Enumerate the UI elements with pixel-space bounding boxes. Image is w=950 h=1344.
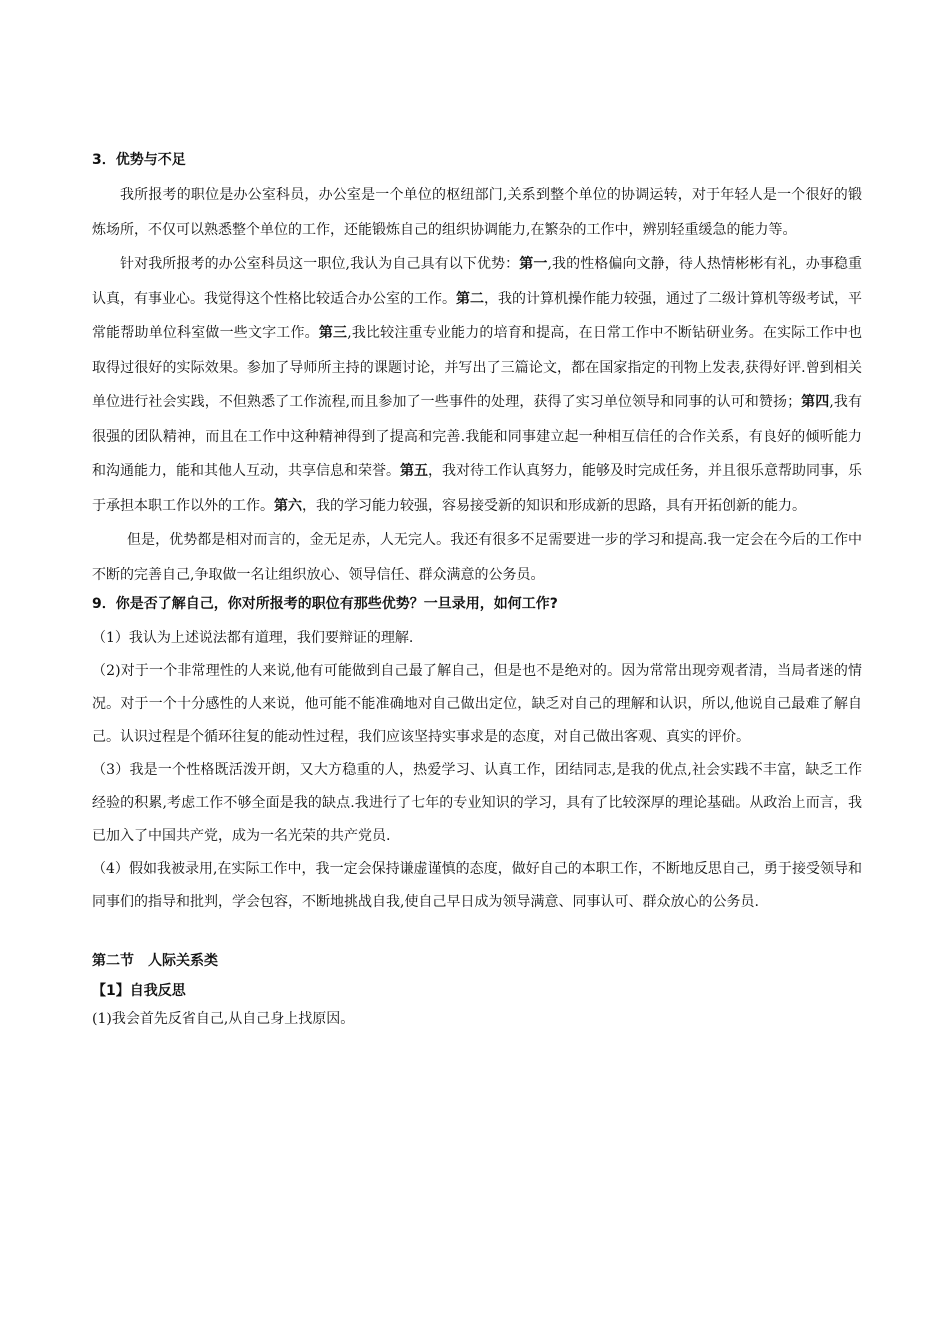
- keyword: 第二: [456, 290, 484, 307]
- spacer: [92, 919, 862, 949]
- text-run: ,我的性格偏向文静，待人热情彬彬有礼，办事稳重认真，有事业心。我觉得这个性格比较适合办公室的工作。: [92, 256, 863, 307]
- advantages-paragraph: [92, 247, 862, 523]
- keyword: 第四: [801, 394, 830, 410]
- answer-item: （3）我是一个性格既活泼开朗，又大方稳重的人，热爱学习、认真工作，团结同志,是我的优点,社会实践不丰富，缺乏工作经验的积累,考虑工作不够全面是我的缺点.我进行了七年的专业知识的学习，具有了比较深厚的理论基础。从政治上而言，我已加入了中国共产党，成为一名光荣的共产党员.: [92, 762, 862, 844]
- keyword: 第一: [519, 256, 548, 272]
- paragraph: 我所报考的职位是办公室科员，办公室是一个单位的枢纽部门,关系到整个单位的协调运转，对于年轻人是一个很好的锻炼场所，不仅可以熟悉整个单位的工作，还能锻炼自己的组织协调能力,在繁杂的工作中，辨别轻重缓急的能力等。: [92, 187, 862, 238]
- text-run: ,我比较注重专业能力的培育和提高，在日常工作中不断钻研业务。在实际工作中也取得过很好的实际效果。参加了导师所主持的课题讨论，并写出了三篇论文，都在国家指定的刊物上发表,获得好评.曾到相关单位进行社会实践，不但熟悉了工作流程,而且参加了一些事件的处理，获得了实习单位领导和同事的认可和赞扬；: [92, 325, 863, 410]
- answer-item: （2)对于一个非常理性的人来说,他有可能做到自己最了解自己，但是也不是绝对的。因为常常出现旁观者清，当局者迷的情况。对于一个十分感性的人来说，他可能不能准确地对自己做出定位，缺乏对自己的理解和认识，所以,他说自己最难了解自己。认识过程是个循环往复的能动性过程，我们应该坚持实事求是的态度，对自己做出客观、真实的评价。: [92, 663, 862, 745]
- sub-heading: 【1】自我反思: [92, 983, 186, 999]
- answer-item: （1）我认为上述说法都有道理，我们要辩证的理解.: [92, 630, 414, 646]
- section-heading: 3．优势与不足: [92, 152, 186, 168]
- chapter-heading: 第二节 人际关系类: [92, 953, 218, 969]
- paragraph: (1)我会首先反省自己,从自己身上找原因。: [92, 1011, 355, 1027]
- text-run: ，我对待工作认真努力，能够及时完成任务，并且很乐意帮助同事，乐于承担本职工作以外的工作。: [92, 463, 862, 514]
- paragraph: 但是，优势都是相对而言的，金无足赤，人无完人。我还有很多不足需要进一步的学习和提高.我一定会在今后的工作中不断的完善自己,争取做一名让组织放心、领导信任、群众满意的公务员。: [92, 532, 862, 583]
- text-run: ，我的计算机操作能力较强，通过了二级计算机等级考试，平常能帮助单位科室做一些文字工作。: [92, 290, 862, 341]
- keyword: 第五: [400, 463, 428, 479]
- document-page: [92, 148, 862, 1036]
- keyword: 第三: [318, 325, 348, 341]
- text-run: ,我有很强的团队精神，而且在工作中这种精神得到了提高和完善.我能和同事建立起一种相互信任的合作关系，有良好的倾听能力和沟通能力，能和其他人互动，共享信息和荣誉。: [92, 394, 862, 479]
- question-heading: 9．你是否了解自己，你对所报考的职位有那些优势？一旦录用，如何工作?: [92, 596, 558, 612]
- keyword: 第六: [274, 497, 302, 514]
- answer-item: （4）假如我被录用,在实际工作中，我一定会保持谦虚谨慎的态度，做好自己的本职工作，不断地反思自己，勇于接受领导和同事们的指导和批判，学会包容，不断地挑战自我,使自己早日成为领导满意、同事认可、群众放心的公务员.: [92, 861, 862, 910]
- text-run: 针对我所报考的办公室科员这一职位,我认为自己具有以下优势：: [120, 256, 520, 272]
- text-run: ，我的学习能力较强，容易接受新的知识和形成新的思路，具有开拓创新的能力。: [302, 497, 806, 514]
